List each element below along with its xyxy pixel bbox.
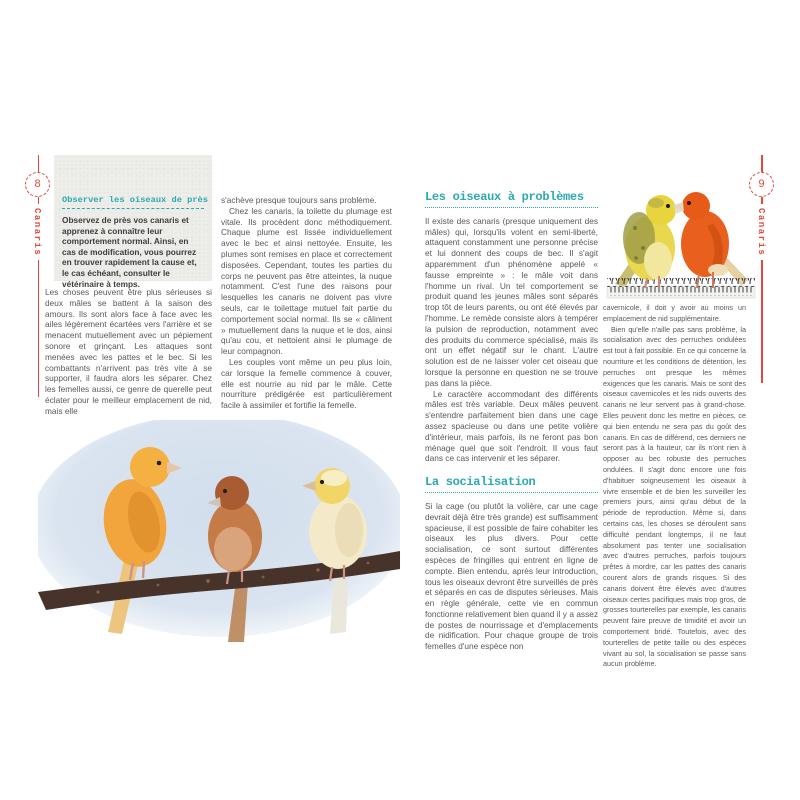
paragraph: Il existe des canaris (presque uniquement des mâles) qui, lorsqu'ils volent en semi-liberté, attaquent constamment une personne précise et lui donnent des coups de bec. Il s'agit apparemment d'un phénomène appelé « fausse empreinte » : le mâle voit dans l'homme un rival. Un tel comportement se produit quand les jeunes mâles sont séparés trop tôt de leurs parents, ou ont été élevés par l'homme. Le remède consiste alors à tempérer la pulsion de reproduction, notamment avec des produits du commerce spécialisé, mais ils ont un effet négatif sur le chant. L'autre solution est de ne laisser voler cet oiseau que lorsque la personne en question ne se trouve pas dans la pièce.	[425, 215, 598, 388]
paragraph: Si la cage (ou plutôt la volière, car une cage devrait déjà être très grande) est suffisamment spacieuse, il est possible de faire cohabiter les oiseaux les plus divers. Pour cette socialisation, ce sont surtout différentes espèces de fringilles qui entrent en ligne de compte. Bien entendu, après leur introduction, tous les oiseaux devront être surveillés de près et séparés en cas de disputes sérieuses. Mais en règle générale, cette vie en commun fonctionne relativement bien quand il y a assez de postes de nourrissage et d'emplacements de nidification. Pour chaque groupe de trois femelles d'une espèce non	[425, 500, 598, 652]
right-page-number: 9	[758, 178, 765, 191]
observation-info-box	[54, 155, 212, 289]
left-page-number-badge	[25, 172, 50, 197]
left-page-column-2	[221, 195, 392, 411]
left-page-column-1	[45, 287, 212, 417]
three-canaries-illustration	[38, 420, 400, 650]
right-chapter-tab: Canaris	[756, 204, 766, 260]
right-page-column-2	[603, 303, 746, 670]
right-page-column-1	[425, 192, 598, 652]
section-title-socialisation: La socialisation	[425, 477, 598, 493]
paragraph: Le caractère accommodant des différents mâles est très variable. Deux mâles peuvent s'entendre parfaitement bien dans une cage assez spacieuse ou dans une petite volière d'intérieur, mais parfois, ils ne feront pas bon ménage quel que soit l'endroit. Il vous faut dans ce cas intervenir et les séparer.	[425, 388, 598, 464]
paragraph: s'achève presque toujours sans problème.	[221, 195, 377, 205]
two-canaries-illustration	[605, 186, 757, 300]
info-box-body: Observez de près vos canaris et apprenez à connaître leur comportement normal. Ainsi, en cas de modification, vous pourrez en trouver rapidement la cause et, le cas échéant, consulter le vétérinaire à temps.	[62, 215, 197, 289]
paragraph: cavernicole, il doit y avoir au moins un emplacement de nid supplémentaire.	[603, 303, 746, 323]
canary-red	[672, 192, 729, 288]
paragraph: Les choses peuvent être plus sérieuses si deux mâles se battent à la saison des amours. Ils sont alors face à face avec les ailes légèrement écartées vers l'arrière et se menacent mutuellement avec un pépiement sonore et grinçant. Les attaques sont menées avec les pattes et le bec. Si les combattants n'arrivent pas très vite à se supporter, il faudra alors les séparer. Chez les femelles aussi, ce genre de querelle peut éclater pour le meilleur emplacement de nid, mais elle	[45, 287, 212, 416]
three-canaries-photo	[38, 420, 400, 650]
left-page-number: 8	[34, 178, 41, 191]
section-title-problems: Les oiseaux à problèmes	[425, 192, 598, 208]
two-canaries-photo	[605, 186, 757, 300]
left-chapter-tab: Canaris	[32, 204, 42, 260]
paragraph: Chez les canaris, la toilette du plumage est vitale. Ils procèdent donc méthodiquement. Chaque plume est lissée individuellement avec le bec et ainsi nettoyée. Ensuite, les plumes sont remises en place et correctement disposées. Cependant, toutes les parties du corps ne peuvent pas être atteintes, la nuque notamment. C'est l'une des raisons pour lesquelles les canaris ne doivent pas vivre seuls, car le toilettage mutuel fait partie du comportement social normal. Ils se « câlinent » mutuellement dans la nuque et le dos, ainsi qu'au cou, et nettoient ainsi le plumage de leur compagnon.	[221, 205, 392, 357]
info-box-title: Observer les oiseaux de près	[62, 195, 204, 209]
paragraph: Les couples vont même un peu plus loin, car lorsque la femelle commence à couver, elle est nourrie au nid par le mâle. Cette nourriture prédigérée est particulièrement facile à assimiler et fortifie la femelle.	[221, 356, 392, 411]
paragraph: Bien qu'elle n'aille pas sans problème, la socialisation avec des perruches ondulées est tout à fait possible. En ce qui concerne la nourriture et les conditions de détention, les perruches ont presque les mêmes exigences que les canaris. Mais ce sont des oiseaux cavernicoles et les nids ouverts des canaris ne leur servent pas à grand-chose. Elles peuvent donc les mettre en pièces, ce qui bien entendu ne sera pas du goût des canaris. En cas de différend, ces derniers ne seront pas à la hauteur, car ils n'ont rien à opposer au bec robuste des perruches ondulées. Il s'agit donc encore une fois d'habituer soigneusement les oiseaux à vivre ensemble et de bien les surveiller les premiers jours, ainsi qu'au début de la période de reproduction. Même si, dans certains cas, les choses se déroulent sans difficulté pendant longtemps, il ne faut absolument pas tenter une socialisation avec d'autres perruches, parfois toujours prêtes à mordre, car les pattes des canaris courent alors de grands risques. Si des canaris doivent être élevés avec d'autres oiseaux certes pacifiques mais trop gros, de grosses tourterelles par exemple, les canaris peuvent faire preuve de timidité et avoir un comportement bridé. Toutefois, avec des tourterelles de petite taille ou des espèces vivant au sol, la socialisation se passe sans aucun problème.	[603, 324, 746, 669]
